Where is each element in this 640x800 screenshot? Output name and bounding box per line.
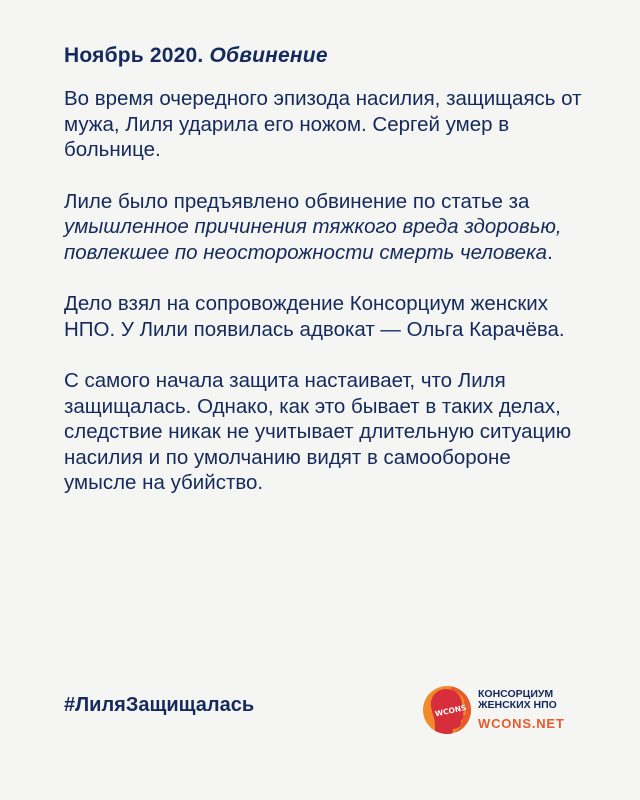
body-text [64, 86, 584, 522]
paragraph-lawyer: Дело взял на сопровождение Консорциум женских НПО. У Лили появилась адвокат — Ольга Карачёва. [64, 292, 565, 341]
hashtag: #ЛиляЗащищалась [64, 694, 255, 716]
charge-article: умышленное причинения тяжкого вреда здоровью, повлекшее по неосторожности смерть человека [64, 215, 562, 264]
wcons-logo [422, 685, 592, 735]
paragraph-charge [64, 189, 584, 266]
title-topic: Обвинение [209, 44, 328, 67]
logo-mark-text: WCONS [434, 702, 468, 719]
logo-organization-name [478, 689, 557, 711]
charge-intro: Лиле было предъявлено обвинение по статье за [64, 189, 530, 213]
charge-end: . [547, 240, 553, 264]
title-date: Ноябрь 2020. [64, 44, 204, 67]
logo-website: WCONS.NET [478, 716, 565, 731]
paragraph-defense: С самого начала защита настаивает, что Лиля защищалась. Однако, как это бывает в таких делах, следствие никак не учитывает длительную ситуацию насилия и по умолчанию видят в самообороне умысле на убийство. [64, 369, 572, 494]
paragraph-incident: Во время очередного эпизода насилия, защищаясь от мужа, Лиля ударила его ножом. Сергей умер в больнице. [64, 87, 582, 161]
logo-name-line2: ЖЕНСКИХ НПО [478, 699, 557, 711]
logo-name-line1: КОНСОРЦИУМ [478, 688, 554, 700]
page-title [64, 44, 328, 68]
wcons-logo-icon [422, 685, 472, 735]
